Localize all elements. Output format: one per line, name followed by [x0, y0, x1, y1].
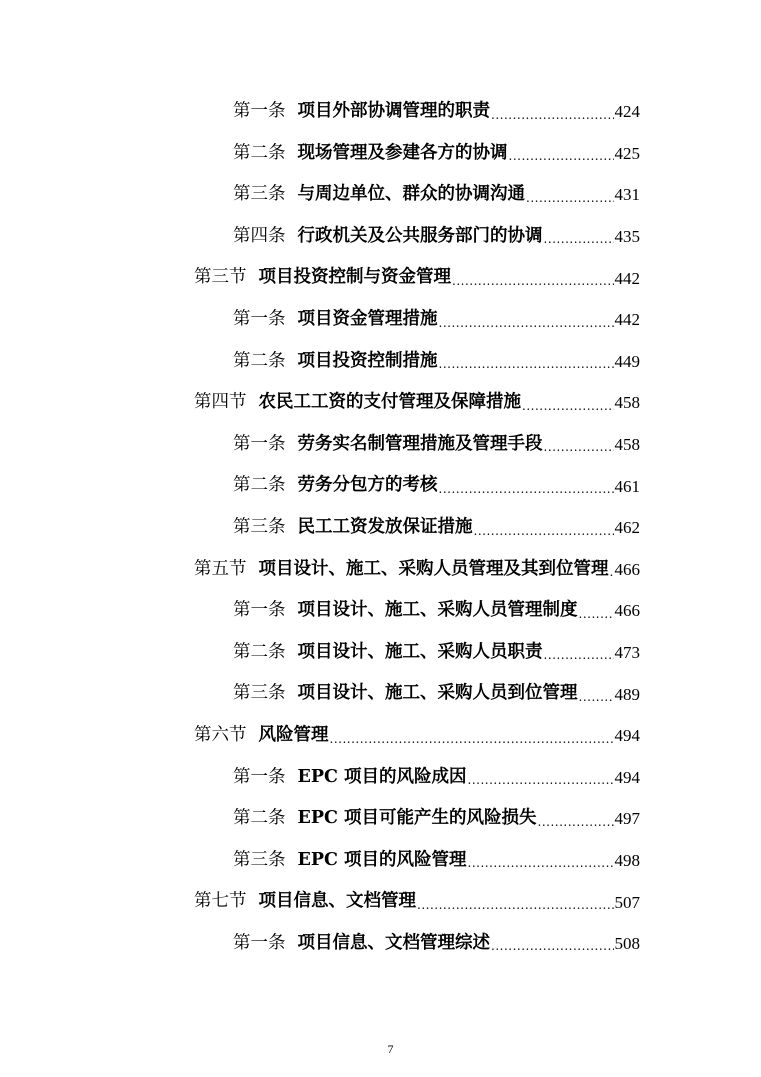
- entry-title: 项目投资控制与资金管理: [258, 267, 451, 288]
- toc-entry[interactable]: [0, 91, 761, 133]
- toc-entry[interactable]: [0, 216, 761, 258]
- dot-leader: [509, 150, 614, 174]
- toc-entry[interactable]: [0, 757, 761, 799]
- entry-label: 第三节: [194, 267, 247, 288]
- entry-label: 第三条: [233, 683, 286, 704]
- entry-label: 第一条: [233, 101, 286, 122]
- entry-label: 第一条: [233, 600, 286, 621]
- dot-leader: [544, 649, 614, 673]
- dot-leader: [439, 358, 614, 382]
- dot-leader: [468, 857, 614, 881]
- entry-label: 第一条: [233, 309, 286, 330]
- entry-page: 458: [614, 435, 640, 455]
- toc-section-entry[interactable]: [0, 257, 761, 299]
- entry-label: 第二条: [233, 808, 286, 829]
- entry-title: 项目信息、文档管理: [258, 891, 416, 912]
- entry-label: 第三条: [233, 849, 286, 870]
- entry-page: 442: [614, 268, 640, 288]
- entry-page: 497: [614, 809, 640, 829]
- entry-label: 第三条: [233, 184, 286, 205]
- entry-title: 劳务实名制管理措施及管理手段: [297, 433, 543, 454]
- entry-title: 行政机关及公共服务部门的协调: [297, 225, 543, 246]
- entry-page: 462: [614, 518, 640, 538]
- dot-leader: [526, 192, 614, 216]
- toc-section-entry[interactable]: [0, 715, 761, 757]
- toc-section-entry[interactable]: [0, 881, 761, 923]
- entry-title: EPC 项目可能产生的风险损失: [297, 808, 537, 829]
- toc-entry[interactable]: [0, 424, 761, 466]
- entry-title: 现场管理及参建各方的协调: [297, 142, 508, 163]
- toc-entry[interactable]: [0, 673, 761, 715]
- entry-label: 第四条: [233, 225, 286, 246]
- entry-label: 第二条: [233, 142, 286, 163]
- toc-entry[interactable]: [0, 133, 761, 175]
- toc-section-entry[interactable]: [0, 382, 761, 424]
- entry-label: 第五节: [194, 558, 247, 579]
- dot-leader: [522, 400, 614, 424]
- entry-label: 第二条: [233, 641, 286, 662]
- entry-page: 494: [614, 726, 640, 746]
- table-of-contents: [0, 91, 761, 964]
- dot-leader: [330, 733, 614, 757]
- dot-leader: [491, 109, 614, 133]
- toc-entry[interactable]: [0, 299, 761, 341]
- toc-section-entry[interactable]: [0, 549, 761, 591]
- entry-label: 第二条: [233, 475, 286, 496]
- entry-label: 第三条: [233, 516, 286, 537]
- entry-title: 风险管理: [258, 724, 329, 745]
- entry-page: 508: [614, 934, 640, 954]
- dot-leader: [544, 233, 614, 257]
- toc-entry[interactable]: [0, 798, 761, 840]
- entry-page: 458: [614, 393, 640, 413]
- toc-entry[interactable]: [0, 465, 761, 507]
- dot-leader: [452, 275, 614, 299]
- entry-label: 第一条: [233, 932, 286, 953]
- entry-label: 第一条: [233, 766, 286, 787]
- toc-entry[interactable]: [0, 590, 761, 632]
- dot-leader: [579, 691, 614, 715]
- entry-page: 473: [614, 643, 640, 663]
- entry-title: 项目设计、施工、采购人员管理及其到位管理: [258, 558, 609, 579]
- entry-label: 第六节: [194, 724, 247, 745]
- entry-page: 435: [614, 227, 640, 247]
- entry-label: 第一条: [233, 433, 286, 454]
- entry-title: 民工工资发放保证措施: [297, 516, 473, 537]
- entry-page: 466: [614, 601, 640, 621]
- dot-leader: [544, 441, 614, 465]
- page-number: 7: [387, 1042, 394, 1056]
- dot-leader: [468, 774, 614, 798]
- toc-entry[interactable]: [0, 923, 761, 965]
- entry-label: 第四节: [194, 392, 247, 413]
- entry-title: 项目资金管理措施: [297, 309, 438, 330]
- entry-title: 项目设计、施工、采购人员到位管理: [297, 683, 578, 704]
- entry-page: 449: [614, 351, 640, 371]
- toc-entry[interactable]: [0, 174, 761, 216]
- entry-page: 489: [614, 684, 640, 704]
- dot-leader: [439, 483, 614, 507]
- entry-page: 425: [614, 143, 640, 163]
- toc-entry[interactable]: [0, 840, 761, 882]
- entry-page: 498: [614, 850, 640, 870]
- entry-title: 农民工工资的支付管理及保障措施: [258, 392, 521, 413]
- entry-label: 第七节: [194, 891, 247, 912]
- entry-title: EPC 项目的风险成因: [297, 766, 467, 787]
- entry-page: 442: [614, 310, 640, 330]
- entry-label: 第二条: [233, 350, 286, 371]
- dot-leader: [474, 525, 614, 549]
- entry-page: 424: [614, 102, 640, 122]
- entry-page: 507: [614, 892, 640, 912]
- entry-title: 项目设计、施工、采购人员管理制度: [297, 600, 578, 621]
- entry-title: 项目外部协调管理的职责: [297, 101, 490, 122]
- dot-leader: [417, 899, 614, 923]
- entry-title: 项目投资控制措施: [297, 350, 438, 371]
- dot-leader: [538, 816, 614, 840]
- entry-page: 431: [614, 185, 640, 205]
- entry-title: 项目信息、文档管理综述: [297, 932, 490, 953]
- dot-leader: [439, 317, 614, 341]
- toc-entry[interactable]: [0, 507, 761, 549]
- entry-page: 494: [614, 767, 640, 787]
- entry-page: 461: [614, 476, 640, 496]
- entry-title: EPC 项目的风险管理: [297, 849, 467, 870]
- dot-leader: [610, 566, 614, 590]
- entry-title: 劳务分包方的考核: [297, 475, 438, 496]
- entry-title: 与周边单位、群众的协调沟通: [297, 184, 525, 205]
- dot-leader: [491, 940, 614, 964]
- dot-leader: [579, 608, 614, 632]
- toc-entry[interactable]: [0, 341, 761, 383]
- entry-page: 466: [614, 559, 640, 579]
- toc-entry[interactable]: [0, 632, 761, 674]
- entry-title: 项目设计、施工、采购人员职责: [297, 641, 543, 662]
